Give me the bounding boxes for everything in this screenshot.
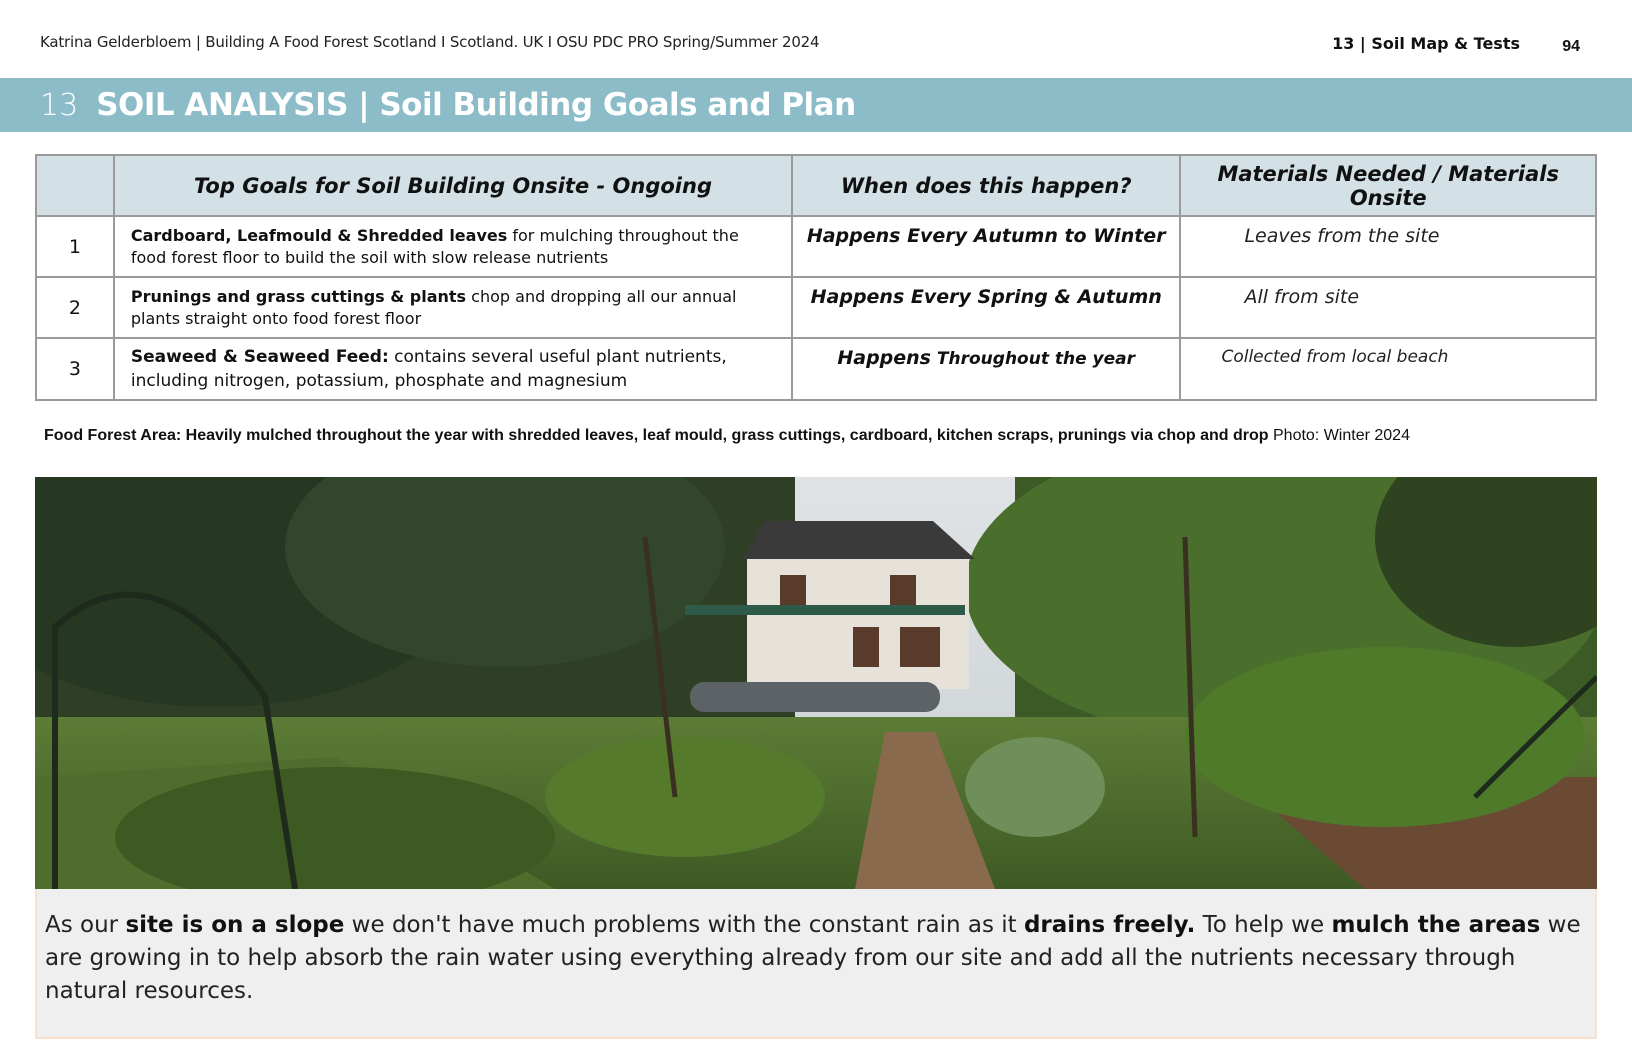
column-header-number xyxy=(36,155,114,216)
caption-date: Photo: Winter 2024 xyxy=(1268,427,1410,444)
goal-cell xyxy=(114,277,792,338)
when-cell: Happens Every Autumn to Winter xyxy=(792,216,1181,277)
photo-caption xyxy=(44,427,1410,445)
goal-title: Prunings and grass cuttings & plants xyxy=(130,286,467,306)
goal-description: for mulching throughout the food forest floor to build the soil with slow release nutrients xyxy=(130,225,739,267)
column-header-materials: Materials Needed / Materials Onsite xyxy=(1180,155,1596,216)
site-note xyxy=(35,889,1597,1039)
note-emphasis: mulch the areas xyxy=(1331,912,1541,938)
column-header-when: When does this happen? xyxy=(792,155,1181,216)
caption-bold: Food Forest Area: Heavily mulched throughout the year with shredded leaves, leaf mould, grass cuttings, cardboard, kitchen scraps, prunings via chop and drop xyxy=(44,427,1269,444)
page-title: SOIL ANALYSIS | Soil Building Goals and Plan xyxy=(96,87,856,123)
table-row xyxy=(36,277,1596,338)
when-main: Happens xyxy=(837,347,931,369)
note-text: we don't have much problems with the constant rain as it xyxy=(344,912,1024,938)
materials-cell: Leaves from the site xyxy=(1180,216,1596,277)
when-cell xyxy=(792,338,1181,400)
note-emphasis: site is on a slope xyxy=(125,912,345,938)
note-text: we are growing in to help absorb the rain water using everything already from our site and add all the nutrients necessary through natural resources. xyxy=(45,912,1581,1004)
garden-illustration xyxy=(35,477,1597,889)
materials-cell: Collected from local beach xyxy=(1180,338,1596,400)
goal-description: contains several useful plant nutrients, including nitrogen, potassium, phosphate and magnesium xyxy=(130,347,727,391)
when-detail: Throughout the year xyxy=(931,349,1136,369)
section-number: 13 xyxy=(40,87,79,123)
column-header-goals: Top Goals for Soil Building Onsite - Ongoing xyxy=(114,155,792,216)
food-forest-photo xyxy=(35,477,1597,889)
goal-title: Cardboard, Leafmould & Shredded leaves xyxy=(130,225,508,245)
row-number: 2 xyxy=(36,277,114,338)
goal-cell xyxy=(114,338,792,400)
table-header-row xyxy=(36,155,1596,216)
table-row xyxy=(36,338,1596,400)
goal-title: Seaweed & Seaweed Feed: xyxy=(130,347,389,367)
soil-goals-table xyxy=(35,154,1597,401)
document-header: Katrina Gelderbloem | Building A Food Forest Scotland I Scotland. UK I OSU PDC PRO Spring/Summer 2024 xyxy=(40,33,820,51)
when-cell: Happens Every Spring & Autumn xyxy=(792,277,1181,338)
note-text: To help we xyxy=(1195,912,1332,938)
goal-description: chop and dropping all our annual plants straight onto food forest floor xyxy=(130,286,737,328)
row-number: 1 xyxy=(36,216,114,277)
goal-cell xyxy=(114,216,792,277)
materials-cell: All from site xyxy=(1180,277,1596,338)
section-label: 13 | Soil Map & Tests xyxy=(1332,34,1520,53)
note-text: As our xyxy=(45,912,126,938)
table-row xyxy=(36,216,1596,277)
page-number: 94 xyxy=(1562,38,1580,55)
section-banner xyxy=(0,78,1632,132)
row-number: 3 xyxy=(36,338,114,400)
note-emphasis: drains freely. xyxy=(1023,912,1196,938)
